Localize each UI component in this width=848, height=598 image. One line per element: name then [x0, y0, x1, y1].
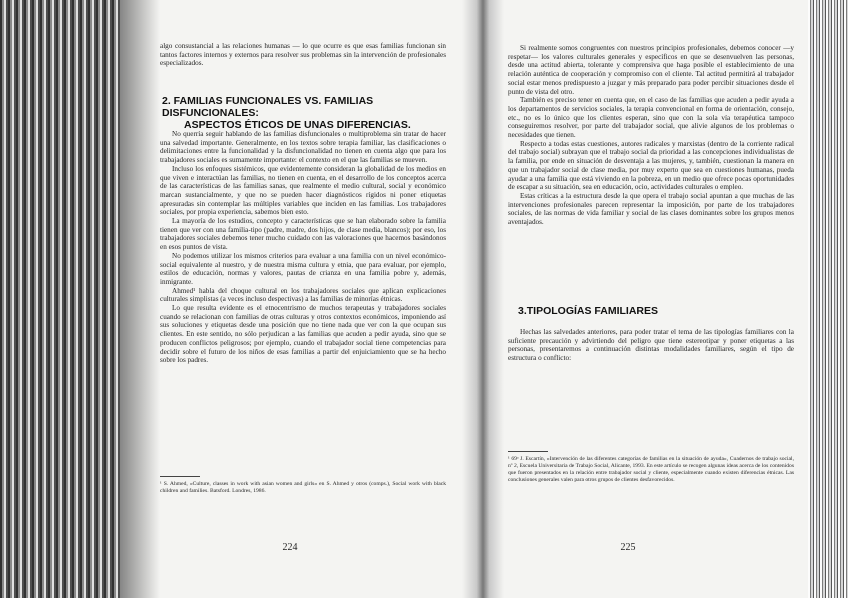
footnote: ¹ S. Ahmed, «Culture, classes in work with asian women and girls» en S. Ahmed y otros (comps.), Social work with black children and families. Batsford. Londres, 1986.: [160, 481, 446, 494]
page-number: 224: [282, 542, 298, 553]
footnote: ¹ 69ᵃ J. Escartín, «Intervención de las diferentes categorías de familias en la situación de ayuda», Cuadernos de trabajo social, nº 2, Escuela Universitaria de Trabajo Social, Alicante, 1993. En este artículo se recogen algunas ideas acerca de los contenidos que fueron presentados en la relación entre trabajador social y cliente, especialmente cuando existen diferencias étnicas. Las conclusiones generales valen para otros grupos de clientes desfavorecidos.: [508, 456, 794, 483]
carryover-paragraph: algo consustancial a las relaciones humanas — lo que ocurre es que esas familias funcionan sin tantos factores internos y externos para resolver sus problemas sin la intervención de profesionales especializados.: [160, 42, 446, 68]
section-heading-3: 3.TIPOLOGÍAS FAMILIARES: [518, 305, 659, 317]
paragraph: No querría seguir hablando de las familias disfuncionales o multiproblema sin tratar de hacer una salvedad importante. Generalmente, en los textos sobre terapia familiar, las clasificaciones o delimitaciones entre la funcionalidad y la disfuncionalidad no tienen en cuenta algo que para los trabajadores sociales es sumamente importante: el contexto en el que las familias se mueven.: [160, 130, 446, 165]
right-body-bottom: [508, 328, 794, 363]
paragraph: Lo que resulta evidente es el etnocentrismo de muchos terapeutas y trabajadores sociales cuando se relacionan con familias de otras culturas y otros contextos económicos, imponiendo así sus soluciones y etiquetas desde una posición que no tiene nada que ver con la que ocupan sus clientes. En este sentido, no sólo perjudican a las familias que acuden a pedir ayuda, sino que se producen conflictos peligrosos; por ejemplo, cuando el trabajador social tiene competencias para decidir sobre el futuro de los niños de esas familias a partir del enjuiciamiento que se ha hecho sobre los padres.: [160, 304, 446, 365]
footnote-rule: [160, 476, 200, 477]
footnote-rule: [508, 451, 548, 452]
paragraph: Incluso los enfoques sistémicos, que evidentemente consideran la globalidad de los medios en que viven e interactúan las familias, no tienen en cuenta, en el desarrollo de los conceptos acerca de las características de las familias sanas, que realmente el medio cultural, social y económico marcan sustancialmente, y que no se pueden hacer diagnósticos rígidos ni poner etiquetas apresuradas sin contemplar las múltiples variables que inciden en las familias. Los trabajadores sociales, por propia experiencia, sabemos bien esto.: [160, 164, 446, 217]
paragraph: También es preciso tener en cuenta que, en el caso de las familias que acuden a pedir ayuda a los departamentos de servicios sociales, la terapia convencional en forma de orientación, consejo, etc., no es lo único que los clientes esperan, sino que con la sola vía terapéutica tampoco conseguiremos resolver, por parte del trabajador social, que alivie algunos de los problemas o necesidades que tienen.: [508, 96, 794, 140]
page-number: 225: [620, 542, 636, 553]
paragraph: La mayoría de los estudios, concepto y características que se han elaborado sobre la familia tienen que ver con una familia-tipo (padre, madre, dos hijos, de clase media, blancos); por eso, los trabajadores sociales debemos tener mucho cuidado con las valoraciones que hacemos basándonos en esos puntos de vista.: [160, 217, 446, 252]
book-gutter: [462, 0, 504, 598]
right-page: [508, 0, 794, 598]
scan-edge-right: [808, 0, 848, 598]
paragraph: Hechas las salvedades anteriores, para poder tratar el tema de las tipologías familiares con la suficiente precaución y advirtiendo del peligro que tiene estereotipar y poner etiquetas a las personas, presentaremos a continuación distintas modalidades familiares, según el tipo de estructura o conflicto:: [508, 328, 794, 363]
left-body: [160, 130, 446, 365]
heading-line-1: 2. FAMILIAS FUNCIONALES VS. FAMILIAS DISFUNCIONALES:: [162, 95, 374, 119]
paragraph: Respecto a todas estas cuestiones, autores radicales y marxistas (dentro de la corriente radical del trabajo social) subrayan que el trabajo social da prioridad a las concepciones individualistas de la familia, por ende en situación de desventaja a las mujeres, y, también, cuestionan la manera en que un trabajador social de clase media, por muy experto que sea en cuestiones humanas, pueda ayudar a una familia que está viviendo en la pobreza, en un medio que ofrece pocas oportunidades de escapar a su situación, sea en educación, ocio, actividades culturales o empleo.: [508, 139, 794, 192]
heading-line-2: ASPECTOS ÉTICOS DE UNAS DIFERENCIAS.: [184, 119, 411, 131]
paragraph: No podemos utilizar los mismos criterios para evaluar a una familia con un nivel económico-social equivalente al nuestro, y de nuestra misma cultura y etnia, que para evaluar, por ejemplo, estilos de educación, normas y valores, pautas de crianza en una familia pobre y, además, inmigrante.: [160, 251, 446, 286]
scan-edge-left: [0, 0, 120, 598]
right-body-top: [508, 44, 794, 227]
left-page: [160, 0, 446, 598]
paragraph: Estas críticas a la estructura desde la que opera el trabajo social apuntan a que muchas de las intervenciones profesionales parecen representar la imposición, por parte de los trabajadores sociales, de las normas de vida familiar y social de las clases dominantes sobre los grupos menos aventajados.: [508, 191, 794, 227]
paragraph: Si realmente somos congruentes con nuestros principios profesionales, debemos conocer —y respetar— los valores culturales generales y específicos en que se desenvuelven las personas, desde una actitud abierta, tolerante y comprensiva que haga posible el establecimiento de una relación auténtica de cooperación y compromiso con el cliente. Tal actitud permitirá al trabajador social estar menos predispuesto a juzgar y más preparado para poder percibir situaciones desde el punto de vista del otro.: [508, 44, 794, 96]
section-heading-2: [162, 95, 452, 131]
paragraph: Ahmed¹ habla del choque cultural en los trabajadores sociales que aplican explicaciones culturales simplistas (a veces incluso despectivas) a las familias de minorías étnicas.: [160, 286, 446, 304]
